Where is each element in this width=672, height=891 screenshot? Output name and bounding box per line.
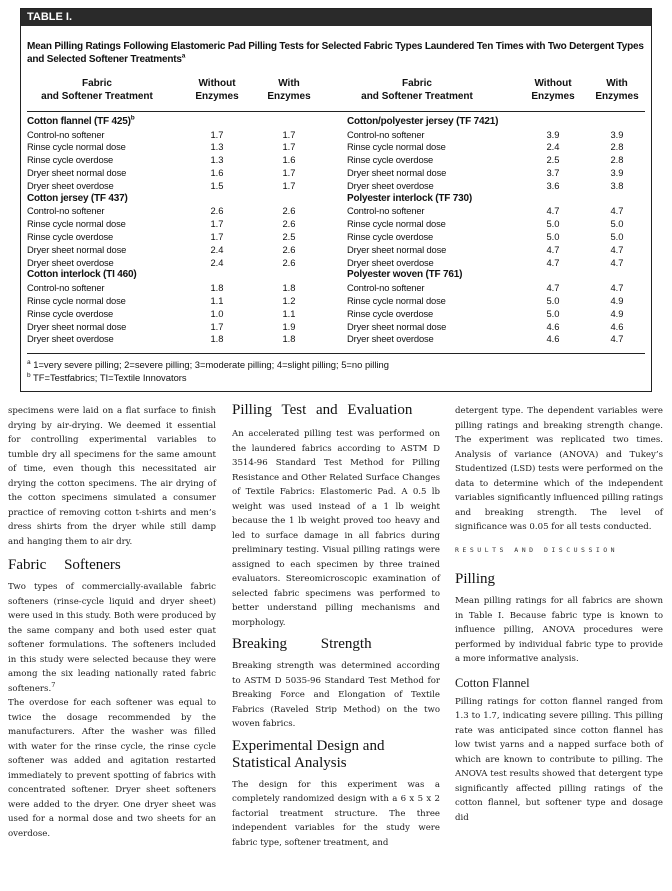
body-column-2 bbox=[232, 402, 440, 850]
header-with-left: With Enzymes bbox=[267, 78, 311, 102]
cell-with-enzymes: 4.7 bbox=[610, 333, 624, 345]
cell-with-enzymes: 5.0 bbox=[610, 218, 624, 230]
cell-without-enzymes: 1.5 bbox=[210, 180, 224, 191]
cell-with-enzymes: 2.5 bbox=[282, 230, 296, 242]
table-label: TABLE I. bbox=[21, 9, 651, 26]
cell-without-enzymes: 2.6 bbox=[210, 205, 224, 217]
body-column-3 bbox=[455, 404, 663, 825]
cell-with-enzymes: 1.7 bbox=[282, 141, 296, 153]
cell-with-enzymes: 1.7 bbox=[282, 128, 296, 140]
table-row-label: Dryer sheet overdose bbox=[27, 333, 114, 345]
cell-without-enzymes: 1.1 bbox=[210, 294, 224, 306]
table-row-label: Control-no softener bbox=[27, 128, 105, 140]
cell-without-enzymes: 4.7 bbox=[546, 244, 560, 255]
footnote-b: $^b$ TF=Testfabrics; TI=Textile Innovators bbox=[27, 371, 187, 383]
table-row-label: Dryer sheet overdose bbox=[27, 256, 114, 268]
table-row-label: Dryer sheet normal dose bbox=[27, 244, 127, 255]
header-without-left: Without Enzymes bbox=[195, 78, 239, 102]
table-row-label: Control-no softener bbox=[27, 282, 105, 294]
table-row-label: Dryer sheet overdose bbox=[27, 180, 114, 191]
cell-with-enzymes: 1.7 bbox=[282, 167, 296, 179]
cell-with-enzymes: 2.8 bbox=[610, 154, 624, 166]
cell-with-enzymes: 4.9 bbox=[610, 294, 624, 306]
cell-with-enzymes: 4.7 bbox=[610, 256, 624, 268]
table-row-label: Control-no softener bbox=[347, 205, 425, 217]
cell-without-enzymes: 1.7 bbox=[210, 230, 224, 242]
table-row-label: Rinse cycle overdose bbox=[27, 154, 114, 166]
table-row-label: Control-no softener bbox=[347, 282, 425, 294]
table-row-label: Dryer sheet overdose bbox=[347, 333, 434, 345]
table-row-label: Rinse cycle overdose bbox=[347, 154, 434, 166]
cell-with-enzymes: 1.9 bbox=[282, 320, 296, 332]
cell-without-enzymes: 4.7 bbox=[546, 282, 560, 294]
cell-with-enzymes: 1.1 bbox=[282, 307, 296, 319]
cell-without-enzymes: 5.0 bbox=[546, 294, 560, 306]
cell-without-enzymes: 1.7 bbox=[210, 320, 224, 332]
table-group-title: Polyester interlock (TF 730) bbox=[347, 192, 473, 204]
table-row-label: Dryer sheet overdose bbox=[347, 256, 434, 268]
results-discussion-heading: RESULTS AND DISCUSSION bbox=[455, 545, 619, 554]
table-row-label: Rinse cycle normal dose bbox=[347, 218, 446, 230]
header-without-right: Without Enzymes bbox=[531, 78, 575, 102]
table-group-title: Cotton interlock (TI 460) bbox=[27, 269, 137, 281]
cell-without-enzymes: 2.4 bbox=[210, 256, 224, 268]
cell-with-enzymes: 4.6 bbox=[610, 320, 624, 332]
header-fabric-right: Fabric and Softener Treatment bbox=[361, 78, 473, 102]
table-group-title: Polyester woven (TF 761) bbox=[347, 269, 463, 281]
section-heading-experimental-design: Experimental Design and Statistical Analysis bbox=[232, 737, 385, 771]
table-caption: Mean Pilling Ratings Following Elastomeric Pad Pilling Tests for Selected Fabric Types Laundered Ten Times with Two Detergent Types and Selected Softener Treatments$^a$ bbox=[27, 41, 644, 65]
table-group-title: Cotton flannel (TF 425)$^b$ bbox=[27, 114, 135, 127]
cell-without-enzymes: 1.3 bbox=[210, 141, 224, 153]
cell-with-enzymes: 3.8 bbox=[610, 180, 624, 191]
section-heading-breaking-strength: Breaking Strength bbox=[232, 636, 372, 652]
cell-without-enzymes: 1.8 bbox=[210, 282, 224, 294]
cell-with-enzymes: 2.6 bbox=[282, 244, 296, 255]
cell-without-enzymes: 5.0 bbox=[546, 307, 560, 319]
table-group-title: Cotton/polyester jersey (TF 7421) bbox=[347, 116, 499, 127]
cell-with-enzymes: 4.7 bbox=[610, 244, 624, 255]
table-row-label: Rinse cycle normal dose bbox=[27, 218, 126, 230]
table-row-label: Rinse cycle normal dose bbox=[347, 294, 446, 306]
cell-with-enzymes: 3.9 bbox=[610, 128, 624, 140]
cell-without-enzymes: 4.7 bbox=[546, 256, 560, 268]
table-row-label: Rinse cycle overdose bbox=[27, 230, 114, 242]
table-row-label: Dryer sheet normal dose bbox=[347, 320, 447, 332]
paragraph: The overdose for each softener was equal to twice the dosage recommended by the manufacturers. After the washer was filled with water for the rinse cycle, the rinse cycle softener was added and agitation restarted immediately to prevent spotting of fabrics with concentrated softener. Dryer sheet softeners were added to the dryer. One dryer sheet was used for a normal dose and two sheets for an overdose. bbox=[8, 698, 216, 839]
header-fabric-left: Fabric and Softener Treatment bbox=[41, 78, 153, 102]
cell-without-enzymes: 1.7 bbox=[210, 128, 224, 140]
table-row-label: Rinse cycle normal dose bbox=[27, 141, 126, 153]
table-row-label: Control-no softener bbox=[347, 128, 425, 140]
cell-with-enzymes: 2.6 bbox=[282, 256, 296, 268]
cell-without-enzymes: 3.9 bbox=[546, 128, 560, 140]
cell-without-enzymes: 1.8 bbox=[210, 333, 224, 345]
table-row-label: Dryer sheet normal dose bbox=[27, 167, 127, 179]
table-1 bbox=[20, 8, 652, 392]
cell-without-enzymes: 4.7 bbox=[546, 205, 560, 217]
cell-with-enzymes: 3.9 bbox=[610, 167, 624, 179]
paragraph: Mean pilling ratings for all fabrics are shown in Table I. Because fabric type is known to influence pilling, ANOVA procedures were performed by individual fabric type to provide a more informative analysis. bbox=[455, 596, 663, 664]
table-row-label: Dryer sheet normal dose bbox=[347, 167, 447, 179]
paragraph: Two types of commercially-available fabric softeners (rinse-cycle liquid and dryer sheet) were used in this study. Both were produced by the same company and both used ester quat softener formulations. The softeners included in this study were selected because they were among the six leading nationally rated fabric softeners.$^7$ bbox=[8, 582, 216, 694]
cell-without-enzymes: 2.5 bbox=[546, 154, 560, 166]
paragraph: Breaking strength was determined according to ASTM D 5035-96 Standard Test Method for Breaking Force and Elongation of Textile Fabrics (Raveled Strip Method) on the two woven fabrics. bbox=[232, 661, 440, 729]
table-row-label: Rinse cycle overdose bbox=[347, 230, 434, 242]
cell-without-enzymes: 3.6 bbox=[546, 180, 560, 191]
cell-without-enzymes: 4.6 bbox=[546, 333, 560, 345]
table-row-label: Rinse cycle normal dose bbox=[347, 141, 446, 153]
cell-with-enzymes: 4.9 bbox=[610, 307, 624, 319]
header-rule bbox=[27, 111, 645, 112]
cell-without-enzymes: 1.6 bbox=[210, 167, 224, 179]
cell-with-enzymes: 1.6 bbox=[282, 154, 296, 166]
header-with-right: With Enzymes bbox=[595, 78, 639, 102]
footnote-a: $^a$ 1=very severe pilling; 2=severe pilling; 3=moderate pilling; 4=slight pilling; 5=no pilling bbox=[27, 358, 389, 370]
paragraph: An accelerated pilling test was performed on the laundered fabrics according to ASTM D 3514-96 Standard Test Method for Pilling Resistance and Other Related Surface Changes of Textile Fabrics: Elastomeric Pad. A 0.5 lb weight was used instead of a 1 lb weight because the 1 lb weight proved too heavy and led to surface damage in all fabrics during preliminary testing. Visual pilling ratings were assigned to each specimen by three trained evaluators. Stereomicroscopic examination of selected fabric specimens was performed to better understand pilling mechanisms and morphology. bbox=[232, 429, 440, 628]
table-row-label: Rinse cycle overdose bbox=[347, 307, 434, 319]
body-column-1 bbox=[8, 404, 216, 841]
table-row-label: Dryer sheet normal dose bbox=[27, 320, 127, 332]
cell-without-enzymes: 1.0 bbox=[210, 307, 224, 319]
table-row-label: Dryer sheet overdose bbox=[347, 180, 434, 191]
paragraph: The design for this experiment was a completely randomized design with a 6 x 5 x 2 factorial treatment structure. The three independent variables for the study were fabric type, softener treatment, and bbox=[232, 779, 440, 848]
cell-without-enzymes: 1.3 bbox=[210, 154, 224, 166]
cell-with-enzymes: 1.8 bbox=[282, 333, 296, 345]
subsection-heading-cotton-flannel: Cotton Flannel bbox=[455, 675, 530, 690]
table-group-title: Cotton jersey (TF 437) bbox=[27, 192, 128, 204]
table-row-label: Dryer sheet normal dose bbox=[347, 244, 447, 255]
cell-with-enzymes: 1.2 bbox=[282, 294, 296, 306]
cell-with-enzymes: 2.6 bbox=[282, 218, 296, 230]
cell-with-enzymes: 1.8 bbox=[282, 282, 296, 294]
cell-without-enzymes: 2.4 bbox=[546, 141, 560, 153]
paragraph: Pilling ratings for cotton flannel ranged from 1.3 to 1.7, indicating severe pilling. This pilling rate was anticipated since cotton flannel has low twist yarns and a napped surface both of which are known to contribute to pilling. The ANOVA test results showed that detergent type significantly affected pilling ratings of the cotton flannel, but softener type and dosage did bbox=[455, 696, 663, 823]
cell-with-enzymes: 5.0 bbox=[610, 230, 624, 242]
table-row-label: Rinse cycle normal dose bbox=[27, 294, 126, 306]
paragraph: specimens were laid on a flat surface to finish drying by air-drying. We deemed it essential for controlling experimental variables to tumble dry all specimens for the same amount of time, even though this necessitated air drying the cotton specimens. The air drying of the cotton specimens simulated a consumer practice of removing cotton t-shirts and men’s dress shirts from the dryer while still damp and hanging them to air dry. bbox=[8, 406, 216, 547]
footer-rule bbox=[27, 353, 645, 354]
cell-without-enzymes: 3.7 bbox=[546, 167, 560, 179]
table-row-label: Control-no softener bbox=[27, 205, 105, 217]
cell-without-enzymes: 2.4 bbox=[210, 244, 224, 255]
cell-with-enzymes: 4.7 bbox=[610, 282, 624, 294]
cell-without-enzymes: 5.0 bbox=[546, 218, 560, 230]
cell-with-enzymes: 4.7 bbox=[610, 205, 624, 217]
cell-with-enzymes: 1.7 bbox=[282, 180, 296, 191]
section-heading-pilling-test: Pilling Test and Evaluation bbox=[232, 402, 413, 418]
section-heading-pilling: Pilling bbox=[455, 571, 496, 587]
cell-without-enzymes: 1.7 bbox=[210, 218, 224, 230]
cell-without-enzymes: 4.6 bbox=[546, 320, 560, 332]
cell-with-enzymes: 2.6 bbox=[282, 205, 296, 217]
table-row-label: Rinse cycle overdose bbox=[27, 307, 114, 319]
section-heading-fabric-softeners: Fabric Softeners bbox=[8, 557, 121, 573]
paragraph: detergent type. The dependent variables were pilling ratings and breaking strength change. The experiment was replicated two times. Analysis of variance (ANOVA) and Tukey’s Studentized (LSD) tests were performed on the data to determine which of the independent variables significantly influenced pilling ratings and breaking strength. The level of significance was 0.05 for all tests conducted. bbox=[455, 406, 663, 532]
cell-without-enzymes: 5.0 bbox=[546, 230, 560, 242]
cell-with-enzymes: 2.8 bbox=[610, 141, 624, 153]
